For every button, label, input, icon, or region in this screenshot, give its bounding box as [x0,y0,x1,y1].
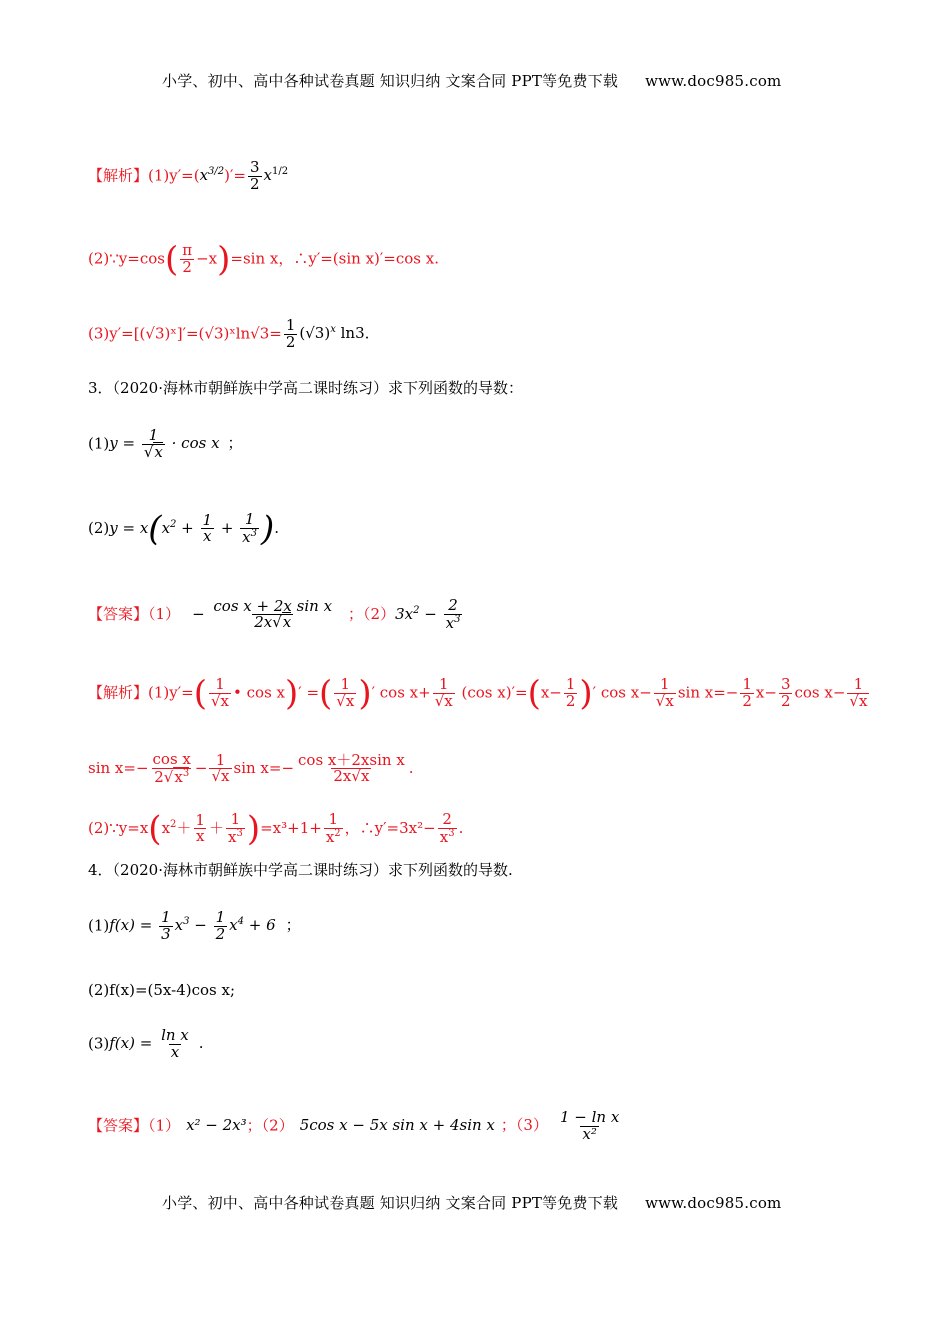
q4-s2: (2)f(x)=(5x-4)cos x; [88,981,235,999]
q4-answer [88,1110,623,1143]
q3-j1-prefix: (1)y′= [148,683,194,702]
q4-ans3-num: 1 − ln x [559,1108,620,1126]
q3-j1-sinx: sin x=− [677,683,739,702]
q3-j1-mid: cos x+ [379,683,431,702]
q2-line2: (2)∵y=cos( $\frac{\pi}{2}$ −x)=sin x，∴y′=(sin x)′=cos x. [88,239,439,280]
q4-ans1-label: （1） [148,1116,181,1135]
q3-ans1-label: （1） [148,604,181,623]
page-header [162,70,781,91]
q3-jiexi-line3: $(2)\because y=x(x^2+$ $\frac{1}{x}$ ＋ $\frac{1}{x^3}$ )=x³+1+ $\frac{1}{x^2}$ ，∴y′=3x²− $\frac{2}{x^3}$ . [88,808,464,849]
q3-j1-cosx: (cos x)′= [461,683,528,702]
q2-p3-period: . [364,324,370,343]
q2-pi: π [182,241,193,259]
formula-q4-s3: f(x) = $\frac{\text{ln x}}{x}$ [109,1026,189,1061]
formula-three-halves-x-half: $\frac{3}{2}$ $x^{1/2}$ [249,158,289,193]
q4-ans3-label: ；（3） [500,1116,548,1135]
header-text: 小学、初中、高中各种试卷真题 知识归纳 文案合同 PPT等免费下载 [162,72,619,90]
q3-s2-label: (2) [88,518,110,537]
formula-q4-s1: f(x) = $\frac{1}{3}$ $x^3$ − $\frac{1}{2}$ $x^4 + 6$ [109,908,276,943]
q2-p2-rest: =sin x，∴y′=(sin x)′=cos x. [230,249,439,268]
answer-label: 【答案】 [88,604,149,623]
formula-q3-s1: y = $\frac{1}{√x}$ · cos x [109,426,220,461]
q3-s2 [88,508,280,549]
q3-s1-tail: ； [227,434,243,453]
q2-minus-x: −x [196,249,218,268]
q2-p3-tail: ln3 [340,324,365,343]
jiexi-label: 【解析】 [88,166,149,185]
q4-ans2: 5cos x − 5x sin x + 4sin x [299,1116,495,1135]
formula-x-three-halves: $x^{3/2}$ [199,166,225,185]
q3-j2-mid: sin x=− [233,758,295,777]
q4-s1 [88,910,301,943]
q3-j2-start: sin x=− [88,758,149,777]
formula-half-root3-x: $\frac{1}{2}$ $(√3)^x$ ln3 [285,316,365,351]
q3-ans2-label: （2） [363,604,396,623]
q4-ans1: x² − 2x³ [186,1116,247,1135]
q3-j1-cos: cos x− [794,683,846,702]
q3-jiexi-line1: 【解析】(1)y′=( $\frac{1}{√x}$ • cos x)′ =( $\frac{1}{√x}$ )′ cos x+ $\frac{1}{√x}$ (cos x)′=(x− $\frac{1}{2}$ )′ cos x− $\frac{1}{√x}$ sin x=− $\frac{1}{2}$ x− $\frac{3}{2}$ cos x− $\frac{1}{√x}$ [88,673,868,714]
footer-site: www.doc985.com [645,1194,782,1212]
q4-title: 4．（2020·海林市朝鲜族中学高二课时练习）求下列函数的导数. [88,861,513,879]
q3-j3-eq: =x³+1+ [260,818,322,837]
q2-p1-mid: )′= [224,166,246,185]
q3-jiexi-label: 【解析】 [88,683,149,702]
q3-j1-end: cos x− [600,683,652,702]
q3-ans-sep: ； [348,604,364,623]
q3-answer [88,598,464,632]
page-footer [162,1192,781,1213]
q4-s3 [88,1028,204,1061]
q3-j3-prefix: (2)∵y=x [88,818,149,837]
q3-j3-end: . [458,818,464,837]
q3-j2-end: . [408,758,414,777]
header-site: www.doc985.com [645,72,782,90]
formula-q4-ans3 [558,1110,621,1143]
q2-two: 2 [182,257,192,276]
q3-s1 [88,428,243,461]
q3-s1-label: (1) [88,434,110,453]
q4-ans3-den: x² [582,1124,597,1143]
q3-s2-tail: . [274,518,280,537]
formula-q3-s2: $y = x(x^2$ + $\frac{1}{x}$ + $\frac{1}{x^3}$ ) [109,508,275,549]
q2-p3-text: (3)y′=[(√3)ˣ]′=(√3)ˣln√3= [88,324,282,343]
q2-jiexi-line1 [88,160,288,193]
q4-s3-label: (3) [88,1034,110,1053]
q2-p2-prefix: (2)∵y=cos [88,249,165,268]
q4-s1-label: (1) [88,916,110,935]
q4-ans2-label: ；（2） [246,1116,294,1135]
q4-s1-tail: ； [285,916,301,935]
q2-line3 [88,318,369,351]
q3-j1-eqx: x− [540,683,562,702]
footer-text: 小学、初中、高中各种试卷真题 知识归纳 文案合同 PPT等免费下载 [162,1194,619,1212]
q4-s3-tail: . [198,1034,204,1053]
q3-jiexi-line2: sin x=− $\frac{\text{cos x}}{2√x^3}$ − $\frac{1}{√x}$ sin x=− $\frac{\text{cos x＋2xsin x}}{2x√x}$ . [88,750,414,786]
q2-p1-prefix: (1)y′=( [148,166,200,185]
q4-answer-label: 【答案】 [88,1116,149,1135]
formula-q3-ans2: $3x^2$ − $\frac{2}{x^3}$ [395,596,461,632]
q3-title: 3．（2020·海林市朝鲜族中学高二课时练习）求下列函数的导数： [88,379,523,397]
q3-j3-therefore: ，∴y′=3x²− [344,818,436,837]
formula-q3-ans1: − $\frac{\text{cos x + 2x sin x}}{2x√x}$ [192,596,333,632]
